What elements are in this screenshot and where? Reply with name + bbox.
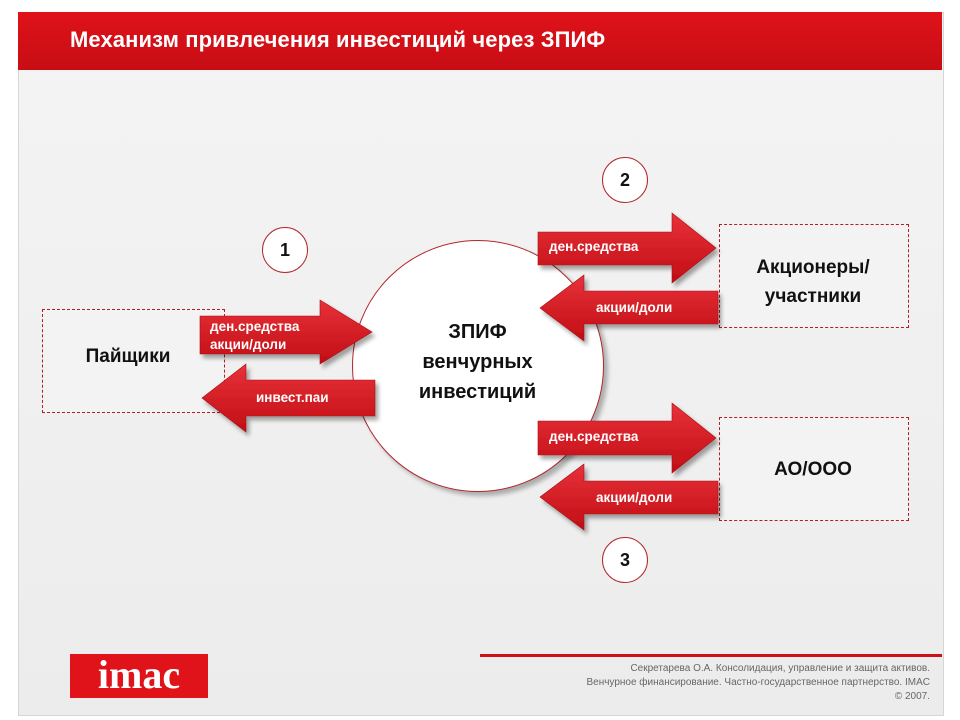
arrow-fund-to-investors-label: инвест.паи xyxy=(256,390,329,405)
imac-logo: imac xyxy=(70,654,208,698)
fund-label-line1: ЗПИФ xyxy=(448,321,507,343)
marker-1: 1 xyxy=(262,227,308,273)
arrow-investors-to-fund-label1: ден.средства xyxy=(210,319,300,334)
arrow-companies-to-fund-label: акции/доли xyxy=(596,490,673,505)
arrow-shareholders-to-fund-label: акции/доли xyxy=(596,300,673,315)
fund-label-line2: венчурных xyxy=(422,351,533,373)
shareholders-label-line2: участники xyxy=(764,286,862,307)
arrow-fund-to-shareholders-label: ден.средства xyxy=(549,239,639,254)
footer-divider xyxy=(480,654,942,657)
footer-credits xyxy=(586,662,930,704)
shareholders-label-line1: Акционеры/ xyxy=(756,257,870,278)
footer-line3: © 2007. xyxy=(894,691,930,702)
companies-label: АО/ООО xyxy=(774,459,852,480)
fund-label-line3: инвестиций xyxy=(418,381,537,403)
marker-3: 3 xyxy=(602,537,648,583)
investors-label: Пайщики xyxy=(85,346,171,367)
footer-line2: Венчурное финансирование. Частно-государственное партнерство. IMAC xyxy=(586,677,930,688)
marker-2: 2 xyxy=(602,157,648,203)
footer-line1: Секретарева О.А. Консолидация, управление и защита активов. xyxy=(630,663,930,674)
arrow-fund-to-companies-label: ден.средства xyxy=(549,429,639,444)
arrow-investors-to-fund-label2: акции/доли xyxy=(210,337,287,352)
page-title: Механизм привлечения инвестиций через ЗПИФ xyxy=(70,27,606,52)
